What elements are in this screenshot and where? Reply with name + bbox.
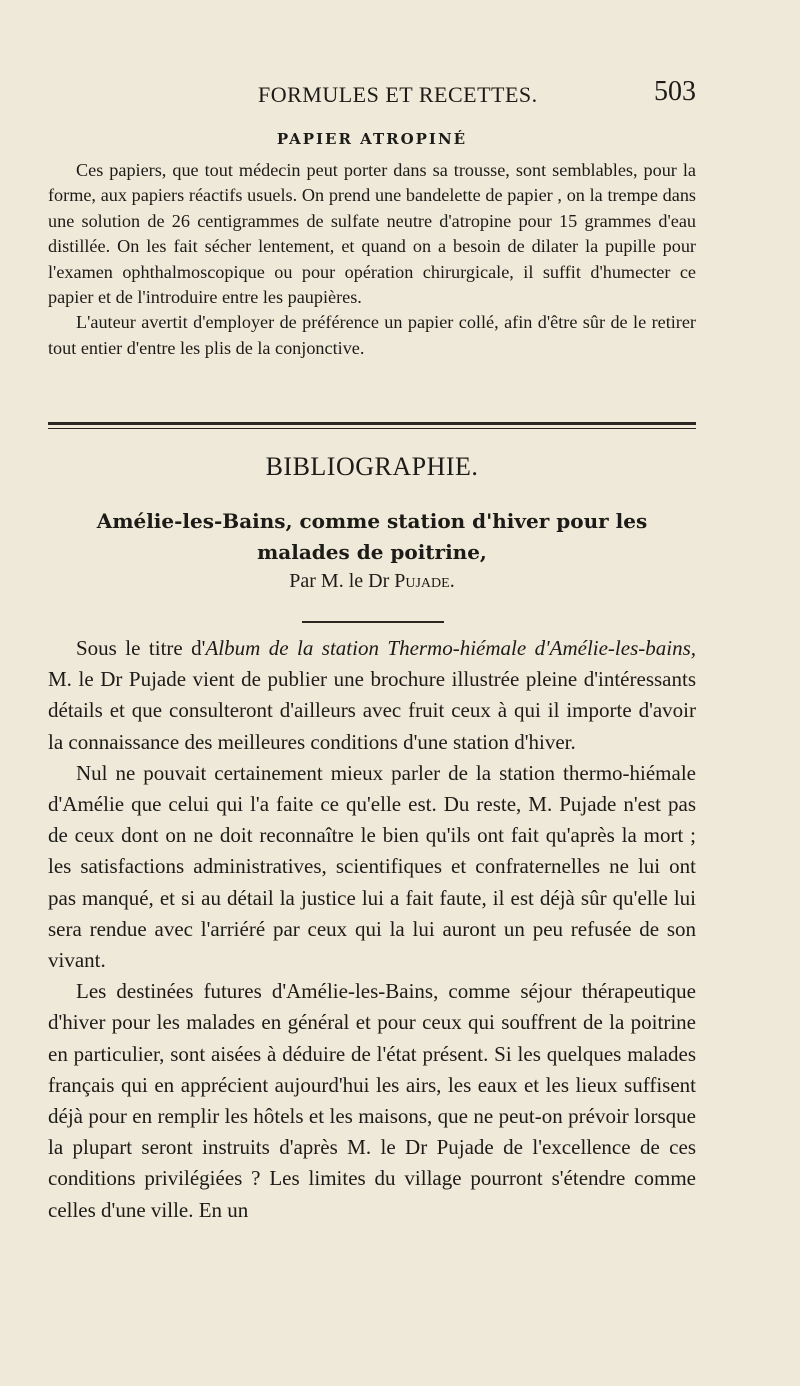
- paragraph: Nul ne pouvait certainement mieux parler de la station thermo-hiémale d'Amélie que celui qui l'a faite ce qu'elle est. Du reste, M. Pujade n'est pas de ceux dont on ne doit reconnaître le bien qu'ils ont fait qu'après la mort ; les satisfactions administratives, scientifiques et confraternelles ne lui ont pas manqué, et si au détail la justice lui a fait faute, il est déjà sûr qu'elle lui sera rendue avec l'arriéré par ceux qui la lui auront un peu refusée de son vivant.: [48, 760, 696, 973]
- byline: [48, 570, 696, 593]
- paragraph: Ces papiers, que tout médecin peut porter dans sa trousse, sont semblables, pour la forme, aux papiers réactifs usuels. On prend une bandelette de papier , on la trempe dans une solution de 26 centigrammes de sulfate neutre d'atropine pour 15 grammes d'eau distillée. On les fait sécher lentement, et quand on a besoin de dilater la pupille pour l'examen ophthalmoscopique ou pour opération chirurgicale, il suffit d'humecter ce papier et de l'introduire entre les paupières.: [48, 160, 696, 308]
- text-run: M. le Dr Pujade vient de publier une brochure illustrée pleine d'intéressants détails et que consulteront d'ailleurs avec fruit ceux à qui il importe d'avoir la connaissance des meilleures conditions d'une station d'hiver.: [48, 667, 696, 754]
- paragraph: L'auteur avertit d'employer de préférence un papier collé, afin d'être sûr de le retirer tout entier d'entre les plis de la conjonctive.: [48, 312, 696, 358]
- byline-author: Pujade.: [394, 570, 455, 592]
- review-body: [48, 633, 696, 1226]
- work-title: [48, 506, 696, 568]
- bibliography-heading: BIBLIOGRAPHIE.: [265, 452, 479, 481]
- paragraph: [48, 633, 696, 758]
- section-title: PAPIER ATROPINÉ: [276, 130, 468, 148]
- short-rule: [302, 621, 444, 623]
- text-run: Sous le titre d': [76, 636, 206, 660]
- section-body: [48, 158, 696, 361]
- double-rule-bottom: [48, 428, 696, 429]
- running-title: FORMULES ET RECETTES.: [258, 82, 538, 107]
- paragraph: Les destinées futures d'Amélie-les-Bains, comme séjour thérapeutique d'hiver pour les malades en général et pour ceux qui souffrent de la poitrine en particulier, sont aisées à déduire de l'état présent. Si les quelques malades français qui en apprécient aujourd'hui les airs, les eaux et les lieux suffisent déjà pour en remplir les hôtels et les maisons, que ne peut-on prévoir lorsque la plupart seront instruits d'après M. le Dr Pujade de l'excellence de ces conditions privilégiées ? Les limites du village pourront s'étendre comme celles d'une ville. En un: [48, 979, 696, 1222]
- work-title-line: Amélie-les-Bains, comme station d'hiver pour les: [96, 509, 648, 533]
- running-header: [48, 76, 696, 114]
- byline-prefix: Par M. le Dr: [289, 570, 390, 592]
- double-rule-top: [48, 422, 696, 425]
- album-title: Album de la station Thermo-hiémale d'Amélie-les-bains,: [205, 636, 697, 660]
- page-number: 503: [654, 76, 696, 107]
- work-title-line: malades de poitrine,: [257, 540, 487, 564]
